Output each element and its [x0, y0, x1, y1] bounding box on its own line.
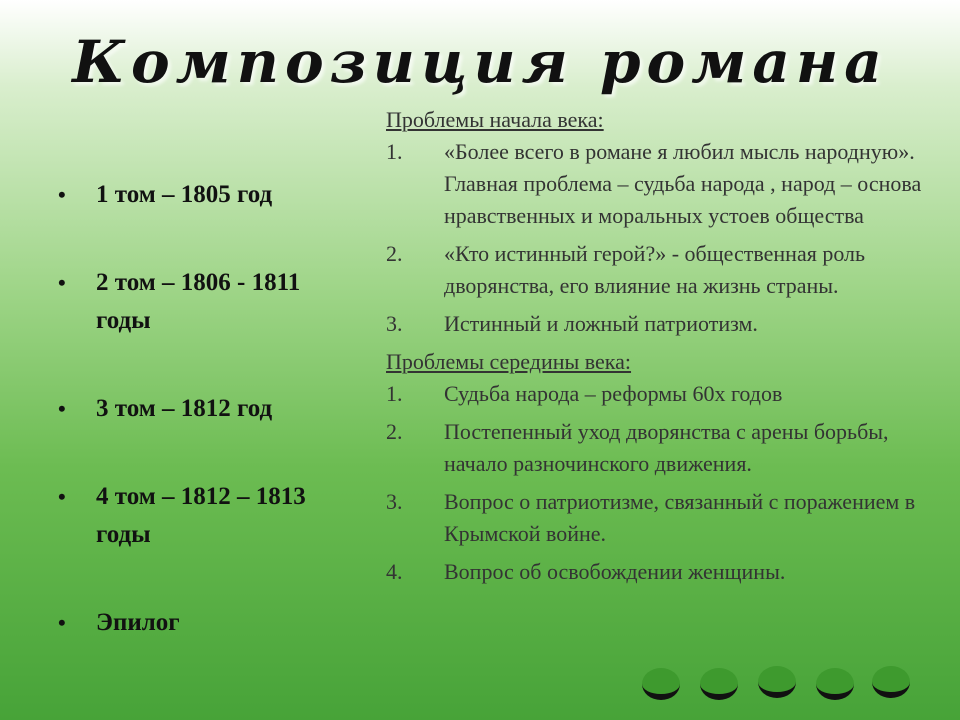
item-text: «Кто истинный герой?» - общественная роль дворянства, его влияние на жизнь страны. — [444, 241, 866, 298]
item-text: Постепенный уход дворянства с арены борьбы, начало разночинского движения. — [444, 419, 889, 476]
early-century-list — [386, 136, 946, 340]
oval-icon — [700, 668, 738, 700]
item-number: 1. — [386, 381, 403, 406]
volume-item — [58, 176, 272, 214]
bullet-icon: • — [58, 610, 66, 635]
list-item — [386, 308, 946, 340]
volume-item — [58, 478, 306, 554]
oval-icon — [816, 668, 854, 700]
volume-text: Эпилог — [96, 609, 180, 636]
item-number: 1. — [386, 139, 403, 164]
item-text: «Более всего в романе я любил мысль народную». Главная проблема – судьба народа , народ – основа нравственных и моральных устоев общества — [444, 139, 922, 228]
volume-item — [58, 604, 180, 642]
volume-text-continued: годы — [96, 307, 151, 334]
volume-text-continued: годы — [96, 521, 151, 548]
volume-item — [58, 264, 300, 340]
item-text: Истинный и ложный патриотизм. — [444, 311, 758, 336]
item-number: 2. — [386, 419, 403, 444]
bullet-icon: • — [58, 182, 66, 207]
list-item — [386, 136, 946, 232]
decorative-ovals — [640, 662, 920, 702]
list-item — [386, 378, 946, 410]
problems-column — [386, 104, 946, 594]
bullet-icon: • — [58, 270, 66, 295]
item-number: 3. — [386, 489, 403, 514]
volume-text: 2 том – 1806 - 1811 — [96, 269, 301, 296]
slide-title: Композиция романа — [72, 28, 888, 96]
volume-text: 3 том – 1812 год — [96, 395, 273, 422]
list-item — [386, 486, 946, 550]
item-text: Судьба народа – реформы 60х годов — [444, 381, 783, 406]
oval-icon — [758, 666, 796, 698]
oval-icon — [642, 668, 680, 700]
bullet-icon: • — [58, 396, 66, 421]
volume-item — [58, 390, 272, 428]
mid-century-list — [386, 378, 946, 588]
item-text: Вопрос об освобождении женщины. — [444, 559, 786, 584]
list-item — [386, 416, 946, 480]
item-number: 4. — [386, 559, 403, 584]
item-number: 3. — [386, 311, 403, 336]
bullet-icon: • — [58, 484, 66, 509]
item-text: Вопрос о патриотизме, связанный с поражением в Крымской войне. — [444, 489, 916, 546]
volume-text: 1 том – 1805 год — [96, 181, 273, 208]
early-century-heading: Проблемы начала века: — [386, 107, 604, 132]
item-number: 2. — [386, 241, 403, 266]
mid-century-heading: Проблемы середины века: — [386, 349, 632, 374]
list-item — [386, 556, 946, 588]
list-item — [386, 238, 946, 302]
oval-icon — [872, 666, 910, 698]
volume-text: 4 том – 1812 – 1813 — [96, 483, 306, 510]
